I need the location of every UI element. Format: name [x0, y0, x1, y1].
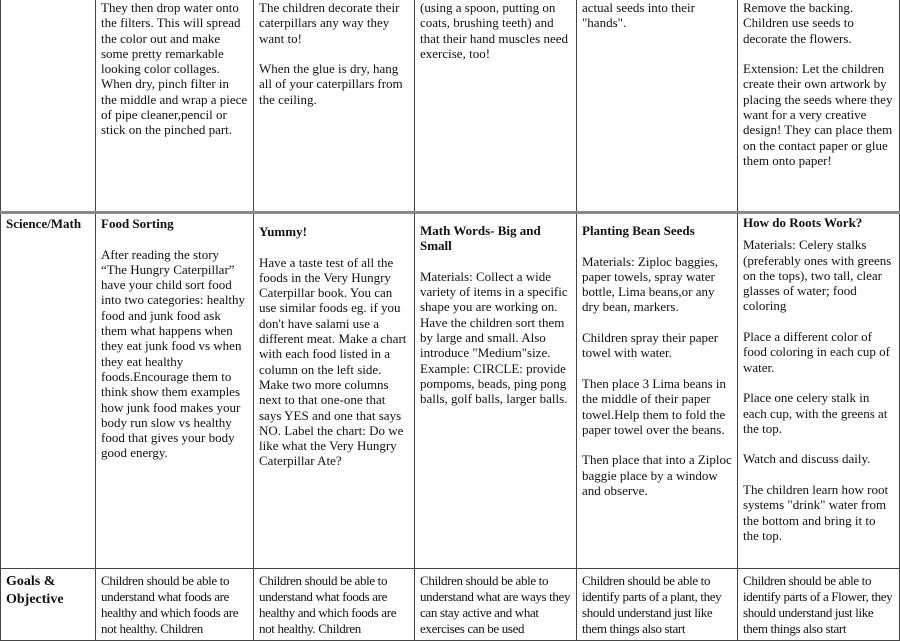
- table-cell: [253, 569, 414, 640]
- table-cell: [95, 0, 253, 211]
- cell-text: Place a different color of food coloring in each cup of water.: [743, 329, 890, 375]
- table-cell: [95, 569, 253, 640]
- cell-text: Children should be able to understand what foods are healthy and which foods are not healthy. Children: [101, 573, 239, 636]
- row-label-cell: [0, 569, 95, 640]
- cell-text: (using a spoon, putting on coats, brushing teeth) and that their hand muscles need exercise, too!: [420, 0, 569, 61]
- row-label-cell: [0, 214, 95, 568]
- cell-text: Children should be able to understand what foods are healthy and which foods are not healthy. Children: [259, 573, 397, 636]
- table-cell: [576, 0, 737, 211]
- table-cell: [737, 569, 899, 640]
- cell-text: actual seeds into their "hands".: [582, 0, 695, 31]
- cell-text: Children should be able to identify parts of a plant, they should understand just like them things also start: [582, 573, 722, 636]
- cell-text: Materials: Celery stalks (preferably ones with greens on the tops), two tall, clear glasses of water; food coloring: [743, 237, 892, 314]
- cell-text: Children should be able to identify parts of a Flower, they should understand just like them things also start: [743, 573, 893, 636]
- cell-text: They then drop water onto the filters. This will spread the color out and make some pretty remarkable looking color collages. When dry, pinch filter in the middle and wrap a piece of pipe cleaner,pencil or stick on the pinched part.: [101, 0, 248, 138]
- cell-text: After reading the story “The Hungry Caterpillar” have your child sort food into two categories: healthy food and junk food ask them what happens when they eat junk food vs when they eat healthy foods.Encourage them to think show them examples how junk food makes your body run slow vs healthy food that gives your body good energy.: [101, 246, 246, 461]
- cell-text: Children should be able to understand what are ways they can stay active and what exercises can be used: [420, 573, 571, 636]
- cell-text: Place one celery stalk in each cup, with the greens at the top.: [743, 390, 888, 436]
- row-label: Goals & Objective: [6, 574, 64, 607]
- table-cell: [414, 0, 576, 211]
- table-cell: [414, 214, 576, 568]
- table-cell: [576, 569, 737, 640]
- activity-title: Yummy!: [259, 224, 307, 239]
- table-cell: [95, 214, 253, 568]
- cell-text: Materials: Ziploc baggies, paper towels, spray water bottle, Lima beans,or any dry bean, markers.: [582, 253, 719, 315]
- cell-text: The children decorate their caterpillars any way they want to!: [259, 0, 400, 46]
- table-cell: [737, 214, 899, 568]
- cell-text: Remove the backing. Children use seeds to decorate the flowers.: [743, 0, 854, 46]
- cell-text: Children spray their paper towel with water.: [582, 330, 719, 361]
- cell-text: Then place 3 Lima beans in the middle of their paper towel.Help them to fold the paper towel over the beans.: [582, 375, 727, 437]
- cell-text: Example: CIRCLE: provide pompoms, beads, ping pong balls, golf balls, larger balls.: [420, 360, 568, 407]
- activity-title: Food Sorting: [101, 216, 174, 231]
- row-label: Science/Math: [6, 216, 82, 231]
- table-cell: [576, 214, 737, 568]
- table-cell: [253, 0, 414, 211]
- cell-text: Have a taste test of all the foods in the Very Hungry Caterpillar book. You can use similar foods eg. if you don't have salami use a different meat. Make a chart with each food listed in a column on the left side. Make two more columns next to that one-one that says YES and one that says NO. Label the chart: Do we like what the Very Hungry Caterpillar Ate?: [259, 254, 407, 469]
- cell-text: Extension: Let the children create their own artwork by placing the seeds where they want for a very creative design! They can place them on the contact paper or glue them onto paper!: [743, 61, 893, 168]
- activity-title: How do Roots Work?: [743, 215, 863, 230]
- cell-text: Then place that into a Ziploc baggie place by a window and observe.: [582, 452, 732, 499]
- table-cell: [737, 0, 899, 211]
- cell-text: Materials: Collect a wide variety of items in a specific shape you are working on. Have the children sort them by large and small. Also introduce "Medium"size.: [420, 268, 568, 361]
- cell-text: The children learn how root systems "drink" water from the bottom and bring it to the top.: [743, 482, 889, 543]
- table-cell: [253, 214, 414, 568]
- activity-title: Planting Bean Seeds: [582, 223, 695, 238]
- table-cell: [414, 569, 576, 640]
- cell-text: Watch and discuss daily.: [743, 451, 871, 467]
- cell-text: When the glue is dry, hang all of your caterpillars from the ceiling.: [259, 61, 403, 107]
- activity-title: Math Words- Big and Small: [420, 223, 541, 254]
